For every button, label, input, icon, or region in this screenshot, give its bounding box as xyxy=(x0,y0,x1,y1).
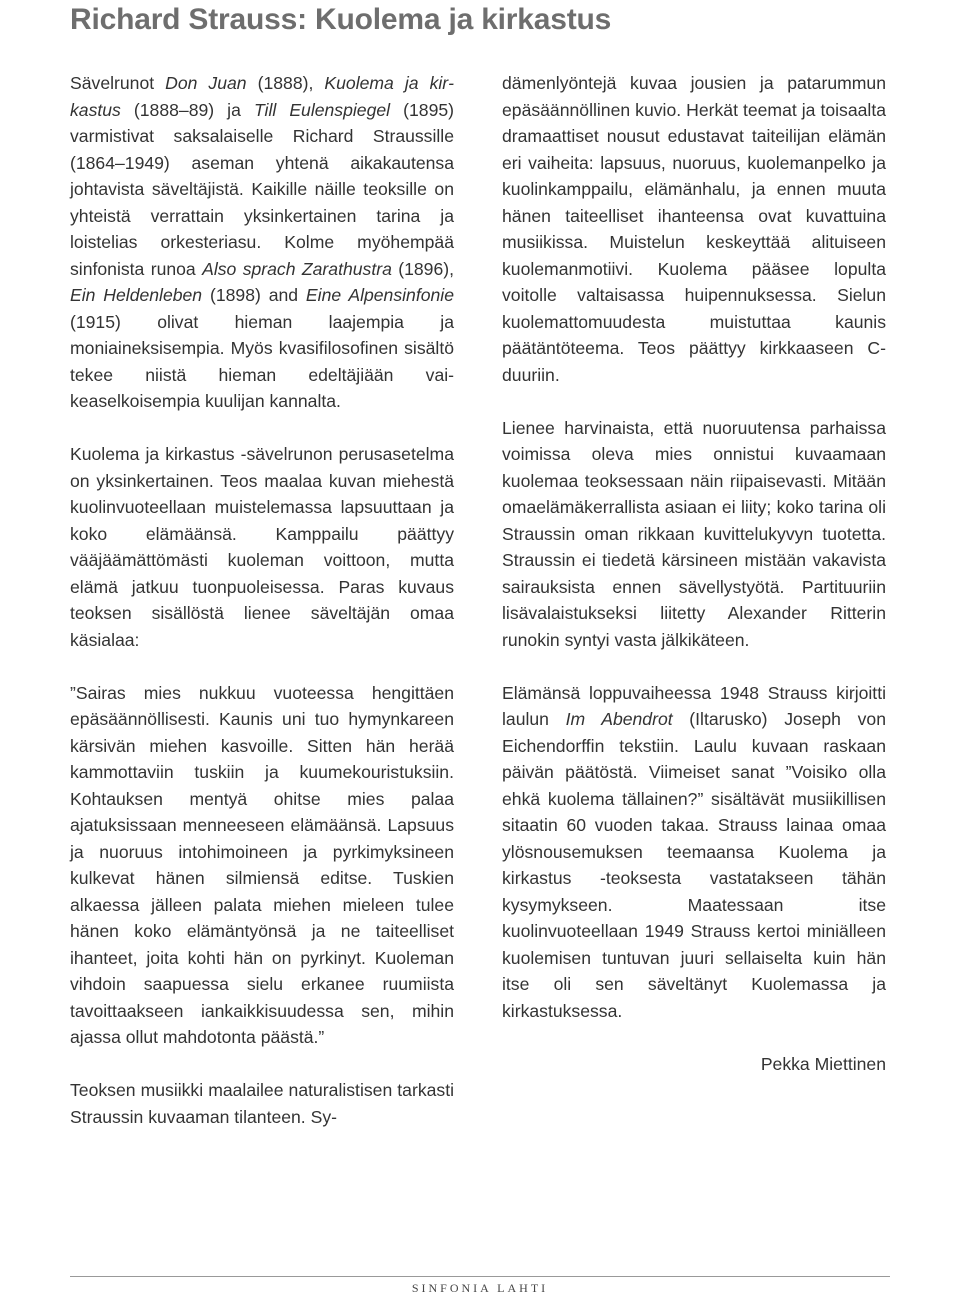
work-title: Im Abendrot xyxy=(565,709,673,729)
text-run: (1898) and xyxy=(202,285,306,305)
paragraph-setting: Kuolema ja kirkastus -sävelrunon perusasetelma on yksinkertainen. Teos maalaa kuvan miehestä kuolinvuoteellaan muistelemassa lapsuuttaan ja koko elämäänsä. Kamppailu päättyy vääjäämättömästi kuoleman voittoon, mutta elämä jatkuu tuonpuoleisessa. Paras kuvaus teoksen sisällöstä lienee säveltäjän omaa käsialaa: xyxy=(70,444,454,650)
text-run: (1888–89) ja xyxy=(120,99,254,120)
text-run: (Iltarusko) Joseph von Eichendorffin tekstiin. Laulu kuvaan raskaan päivän päätöstä. Viimeiset sanat ”Voisiko olla ehkä kuolema tällainen?” sisältävät musiikillisen sitaatin 60 vuoden takaa. Strauss lainaa omaa ylösnousemuksen teemaansa Kuolema ja kirkastus -teoksesta vastatakseen tähän kysymykseen. Maatessaan itse kuolinvuoteellaan 1949 Strauss kertoi miniälleen kuolemisen tuntuvan juuri sellaiselta kuin hän itse oli sen säveltänyt Kuolemassa ja kirkastuksessa. xyxy=(502,709,886,1021)
paragraph-themes: dämenlyöntejä kuvaa jousien ja patarummun epäsäännöllinen kuvio. Herkät teemat ja toisaalta dramaattiset nousut edustavat taiteilijan elämän eri vaiheita: lapsuus, nuoruus, kuolemanpelko ja kuolinkamppailu, elämänhalu, ja ennen muuta hänen taiteelliset ihanteensa ovat kuvattuina musiikissa. Muistelun keskeyttää alituiseen kuolemanmotiivi. Kuolema pääsee lopulta voitolle valtaisassa huipennuksessa. Sielun kuolemattomuudesta muistuttaa kaunis päätäntöteema. Teos päättyy kirkkaaseen C-duuriin. xyxy=(502,73,886,385)
work-title: Eine Alpensinfonie xyxy=(305,285,454,305)
footer-divider xyxy=(70,1276,890,1277)
text-run: (1895) varmistivat saksalaiselle Richard Straussille (1864–1949) aseman yhtenä aikakautensa johtavista säveltäjistä. Kaikille näille teoksille on yhteistä verrattain yksinkertainen tarina ja loistelias orkesteriasu. Kolme myöhempää sinfonista runoa xyxy=(70,99,454,279)
paragraph-music: Teoksen musiikki maalailee naturalistisen tarkasti Straussin kuvaaman tilanteen. Sy- xyxy=(70,1080,454,1127)
work-title: Ein Heldenleben xyxy=(70,285,203,305)
paragraph-youth: Lienee harvinaista, että nuoruutensa parhaissa voimissa oleva mies onnistui kuvaamaan kuolemaa teoksessaan näin riipaisevasti. Mitään omaelämäkerrallista asiaan ei liity; koko tarina oli Straussin oman rikkaan kuvittelukyvyn tuotetta. Straussin ei tiedetä kärsineen mistään vakavista sairauksista ennen sävellystyötä. Partituuriin lisävalaistukseksi liitetty Alexander Ritterin runokin syntyi vasta jälkikäteen. xyxy=(502,417,886,650)
work-title: Till Eulenspiegel xyxy=(253,99,391,120)
text-run: (1915) olivat hieman laajempia ja moniaineksisempia. Myös kvasifilosofinen sisältö tekee niistä hieman edeltäjiään vaikeaselkoisempia kuulijan kannalta. xyxy=(70,311,454,411)
text-run: Sävelrunot xyxy=(70,73,166,93)
right-column xyxy=(502,70,886,1077)
page-title: Richard Strauss: Kuolema ja kirkastus xyxy=(70,3,612,36)
footer-brand xyxy=(0,1280,960,1296)
footer-brand-text: SINFONIA LAHTI xyxy=(398,1281,562,1295)
paragraph-quote: ”Sairas mies nukkuu vuoteessa hengittäen epäsäännöllisesti. Kaunis uni tuo hymynkareen kärsivän miehen kasvoille. Sitten hän herää kammottaviin tuskiin ja kuumekouristuksiin. Kohtauksen mentyä ohitse mies palaa ajatuksissaan menneeseen elämäänsä. Lapsuus ja nuoruus intohimoineen ja pyrkimyksineen kulkevat hänen silmiensä editse. Tuskien alkaessa jälleen palata miehen mieleen tulee hänen koko elämäntyönsä ja ne taiteelliset ihanteet, joita kohti hän on pyrkinyt. Kuoleman vihdoin saapuessa sielu erkanee ruumiista tavoittaakseen iankaikkisuudessa sen, mihin ajassa ollut mahdotonta päästä.” xyxy=(70,682,454,1047)
work-title: Also sprach Zarathustra xyxy=(202,258,392,279)
author-signature: Pekka Miettinen xyxy=(760,1053,886,1074)
paragraph-intro xyxy=(70,70,454,415)
left-column xyxy=(70,70,454,1130)
work-title: Kuolema ja kirkastus xyxy=(70,73,454,120)
work-title: Don Juan xyxy=(165,73,247,93)
text-run: Elämänsä loppuvaiheessa 1948 Strauss kirjoitti laulun xyxy=(502,682,886,729)
paragraph-late-life xyxy=(502,680,886,1025)
text-run: (1896), xyxy=(391,258,454,279)
text-run: (1888), xyxy=(246,73,325,93)
